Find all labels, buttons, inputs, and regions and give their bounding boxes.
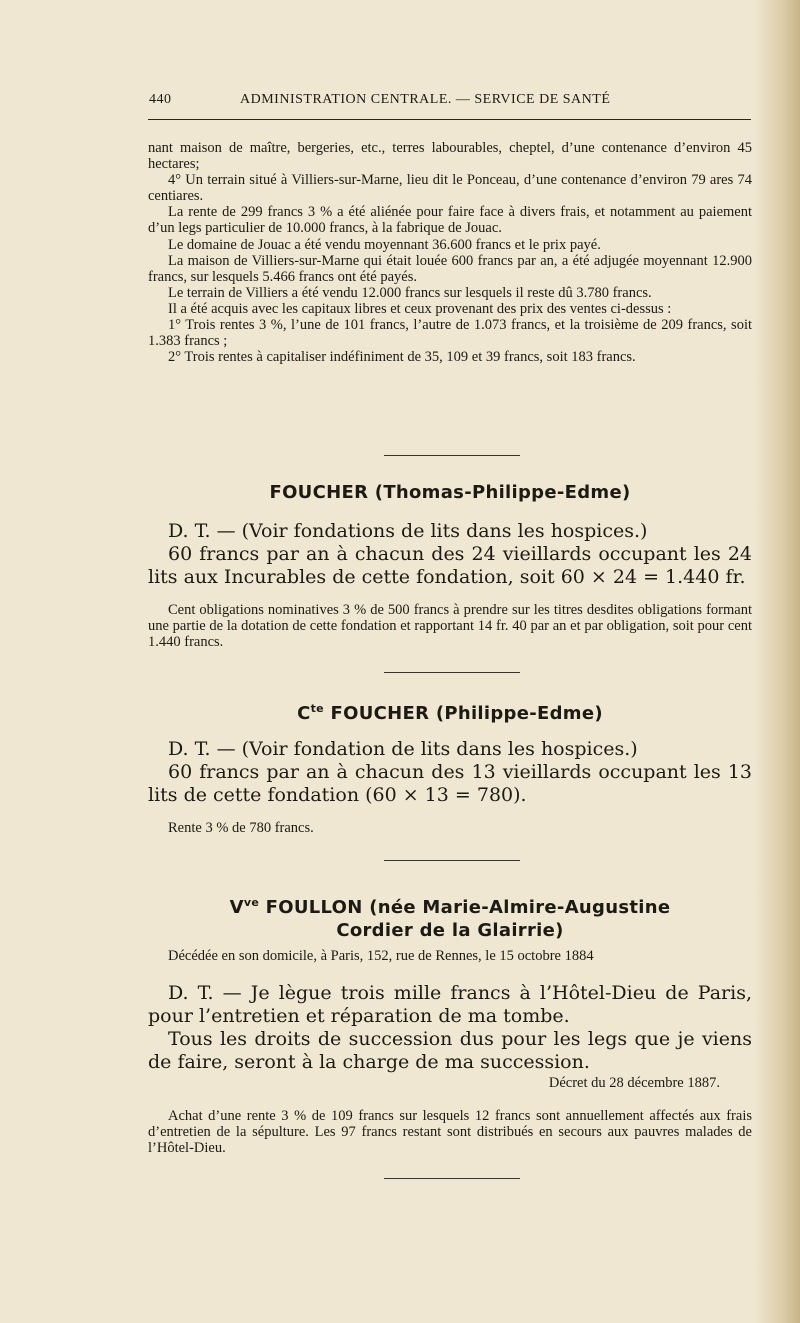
paragraph: D. T. — (Voir fondations de lits dans les hospices.): [168, 520, 648, 542]
heading-superscript: ve: [243, 896, 260, 909]
foucher-philippe-bequest: [148, 738, 752, 807]
heading-superscript: te: [310, 702, 324, 715]
heading-prefix: C: [297, 703, 311, 724]
paragraph: Tous les droits de succession dus pour les legs que je viens de faire, seront à la charge de ma succession.: [148, 1028, 752, 1073]
paragraph: 60 francs par an à chacun des 24 vieillards occupant les 24 lits aux Incurables de cette fondation, soit 60 × 24 = 1.440 fr.: [148, 543, 752, 588]
section-heading-foucher-philippe: [148, 702, 752, 724]
paragraph: nant maison de maître, bergeries, etc., terres labourables, cheptel, d’une contenance d’environ 45 hectares;: [148, 140, 752, 173]
paragraph: Il a été acquis avec les capitaux libres et ceux provenant des prix des ventes ci-dessus :: [168, 300, 672, 317]
page-edge-shadow: [754, 0, 800, 1323]
decree-text: Décret du 28 décembre 1887.: [548, 1075, 720, 1091]
section-heading-foucher-thomas: FOUCHER (Thomas-Philippe-Edme): [269, 482, 631, 503]
section-divider: [384, 1178, 520, 1179]
running-title: ADMINISTRATION CENTRALE. — SERVICE DE SANTÉ: [240, 92, 611, 107]
paragraph: D. T. — Je lègue trois mille francs à l’Hôtel-Dieu de Paris, pour l’entretien et réparation de ma tombe.: [148, 982, 752, 1027]
paragraph: 1° Trois rentes 3 %, l’une de 101 francs, l’autre de 1.073 francs, et la troisième de 209 francs, soit 1.383 francs ;: [148, 317, 752, 350]
section-heading-foullon: [148, 896, 752, 918]
paragraph: 4° Un terrain situé à Villiers-sur-Marne, lieu dit le Ponceau, d’une contenance d’environ 79 ares 74 centiares.: [148, 172, 752, 205]
section-heading-foullon-line2: Cordier de la Glairrie): [336, 920, 564, 941]
paragraph: La rente de 299 francs 3 % a été aliénée pour faire face à divers frais, et notamment au paiement d’un legs particulier de 10.000 francs, à la fabrique de Jouac.: [148, 204, 752, 237]
paragraph: 60 francs par an à chacun des 13 vieillards occupant les 13 lits de cette fondation (60 × 13 = 780).: [148, 761, 752, 806]
running-header: [149, 92, 750, 114]
foullon-note: [148, 1108, 752, 1156]
heading-prefix: V: [229, 897, 244, 918]
paragraph: Cent obligations nominatives 3 % de 500 francs à prendre sur les titres desdites obligations formant une partie de la dotation de cette fondation et rapportant 14 fr. 40 par an et par obligation, soit pour cent 1.440 francs.: [148, 602, 752, 650]
paragraph: Achat d’une rente 3 % de 109 francs sur lesquels 12 francs sont annuellement affectés aux frais d’entretien de la sépulture. Les 97 francs restant sont distribués en secours aux pauvres malades de l’Hôtel-Dieu.: [148, 1108, 752, 1156]
heading-text: FOULLON (née Marie-Almire-Augustine: [259, 897, 671, 918]
paragraph: Décédée en son domicile, à Paris, 152, rue de Rennes, le 15 octobre 1884: [168, 948, 594, 964]
foucher-thomas-bequest: [148, 520, 752, 589]
section-divider: [384, 455, 520, 456]
decree-line: [148, 1075, 720, 1091]
paragraph: Rente 3 % de 780 francs.: [168, 820, 314, 836]
intro-text: [148, 140, 752, 365]
section-divider: [384, 672, 520, 673]
heading-text: FOUCHER (Philippe-Edme): [323, 703, 603, 724]
paragraph: 2° Trois rentes à capitaliser indéfiniment de 35, 109 et 39 francs, soit 183 francs.: [168, 349, 636, 366]
foullon-bequest: [148, 982, 752, 1074]
paragraph: La maison de Villiers-sur-Marne qui était louée 600 francs par an, a été adjugée moyennant 12.900 francs, sur lesquels 5.466 francs ont été payés.: [148, 252, 752, 285]
page-number: 440: [149, 92, 172, 107]
foucher-thomas-note: [148, 602, 752, 650]
foucher-philippe-note: [148, 820, 752, 836]
header-rule: [148, 119, 751, 120]
paragraph: D. T. — (Voir fondation de lits dans les hospices.): [168, 738, 638, 760]
paragraph: Le domaine de Jouac a été vendu moyennant 36.600 francs et le prix payé.: [168, 236, 601, 253]
paragraph: Le terrain de Villiers a été vendu 12.000 francs sur lesquels il reste dû 3.780 francs.: [168, 284, 652, 301]
foullon-death-note: [148, 948, 752, 964]
section-divider: [384, 860, 520, 861]
